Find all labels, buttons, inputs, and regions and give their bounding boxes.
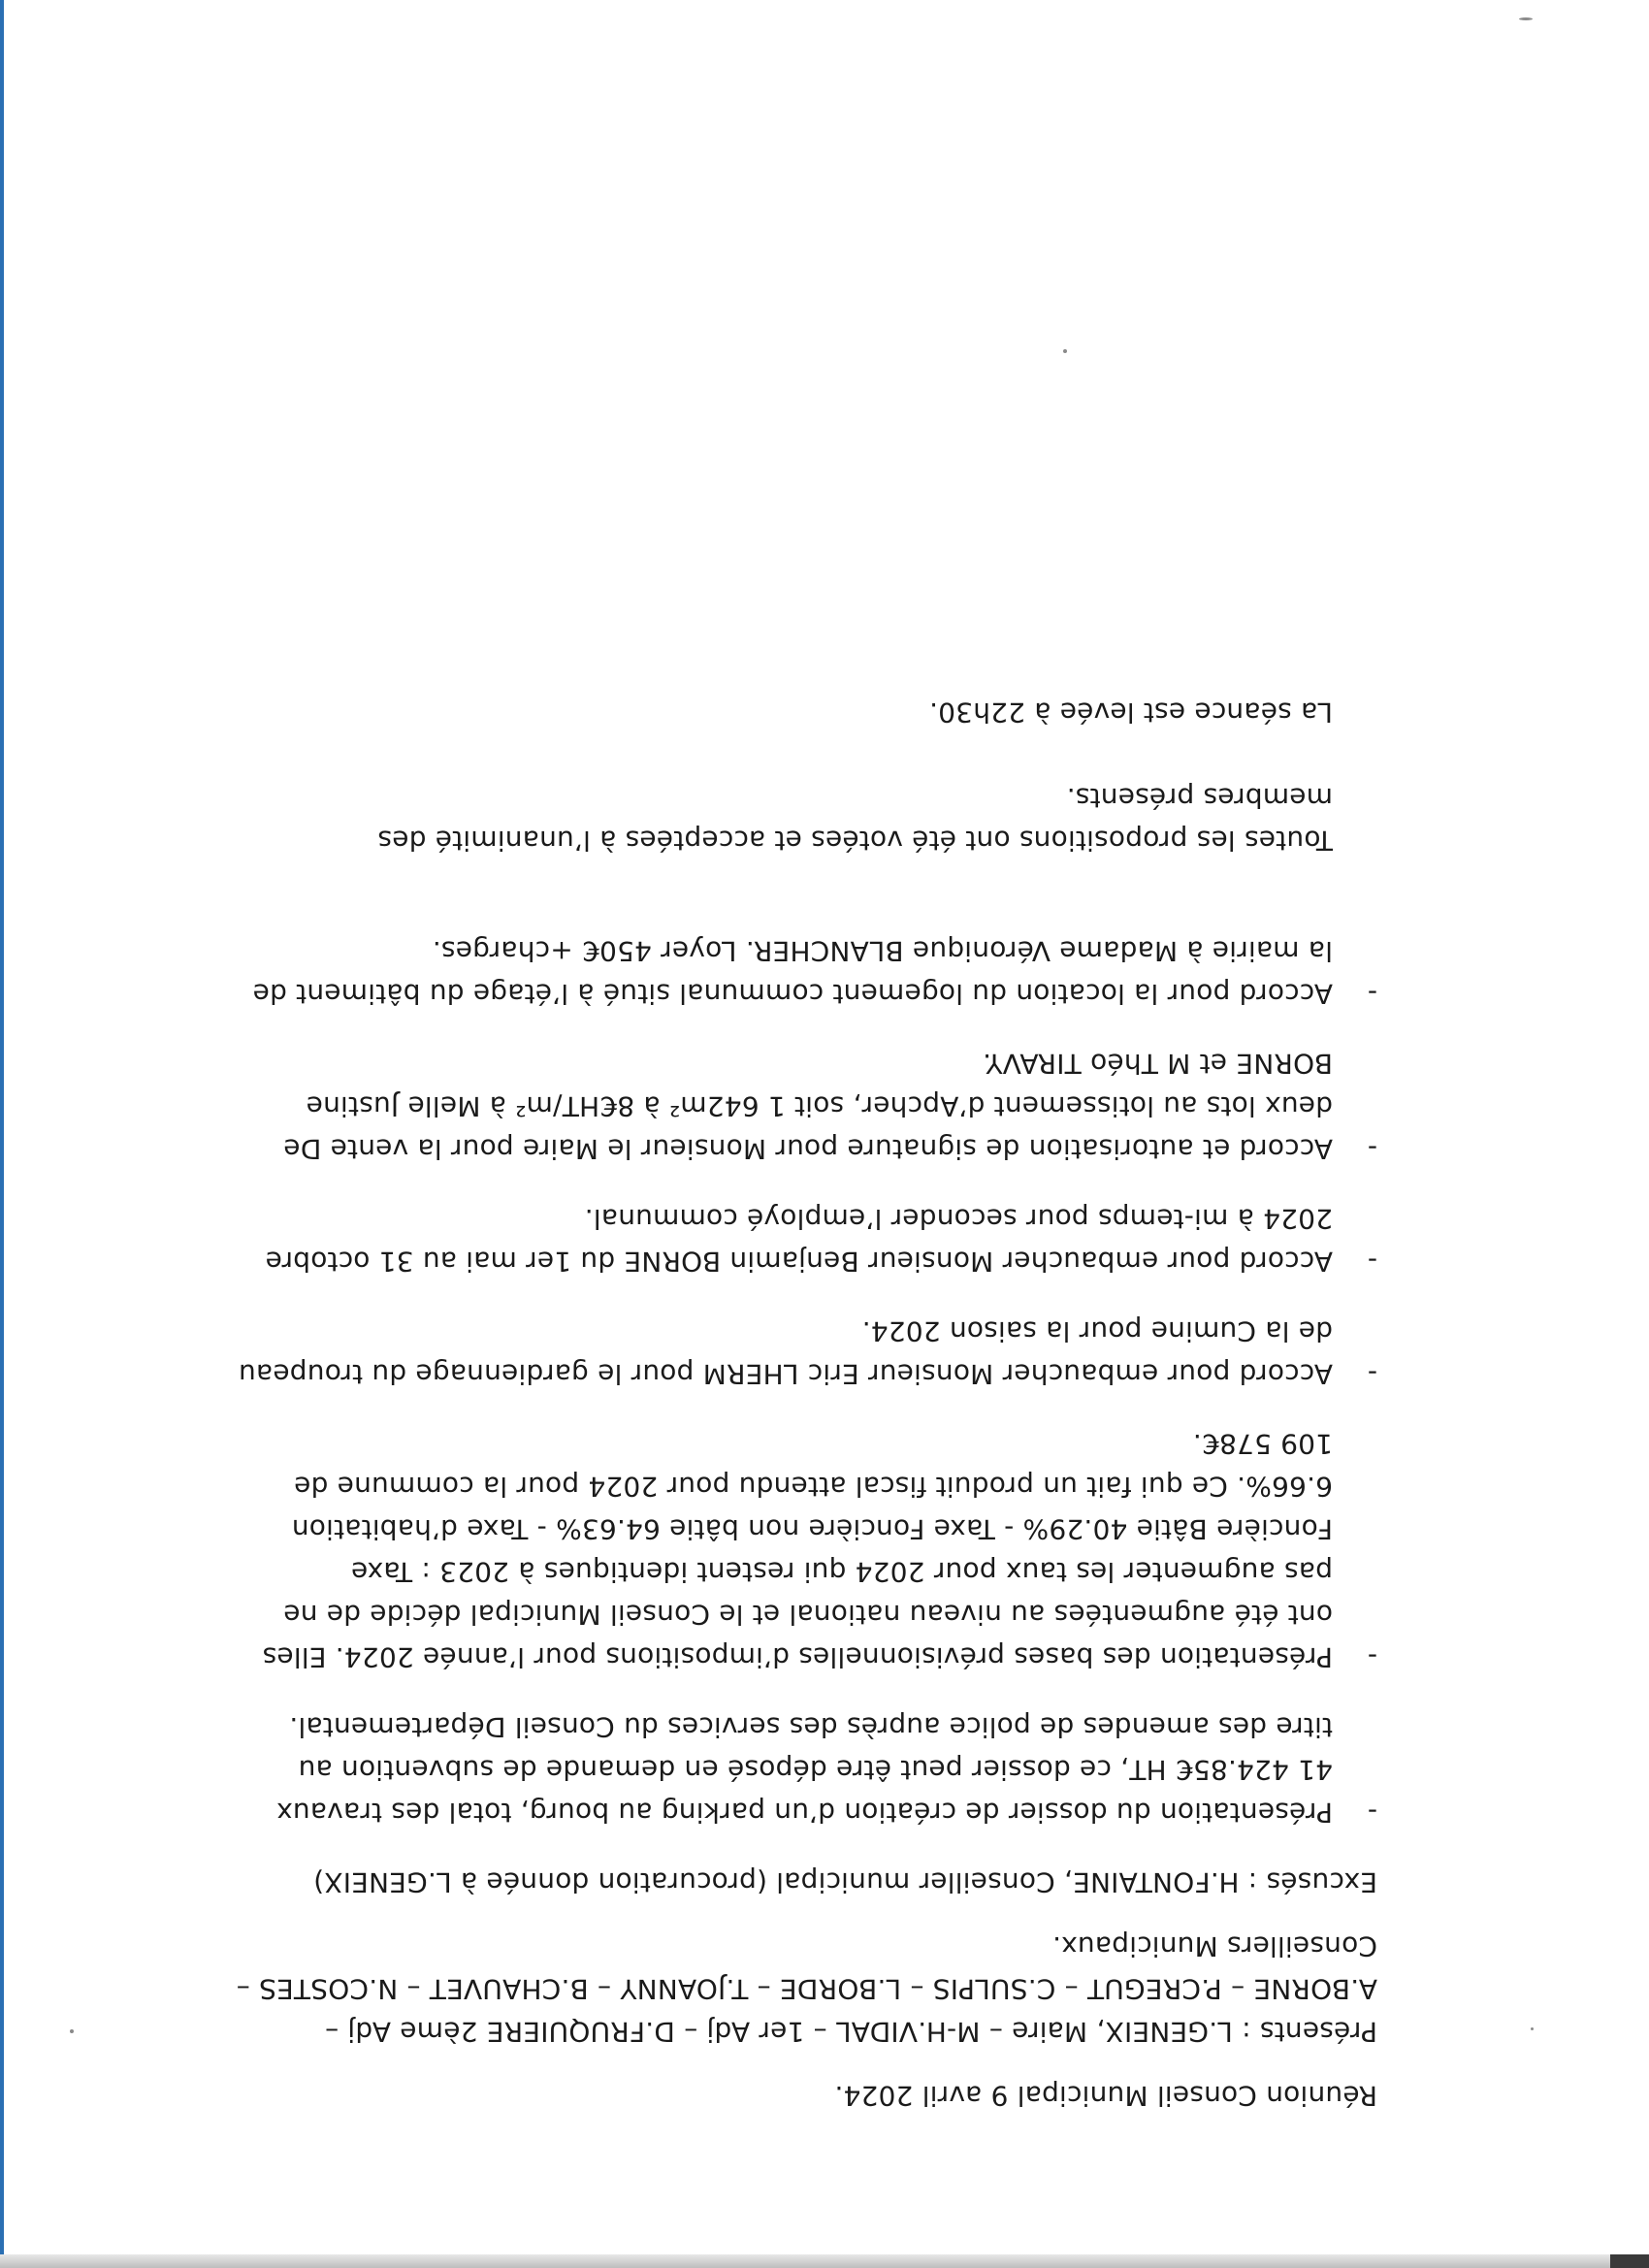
attendees-excused: Excusés : H.FONTAINE, Conseiller municipal (procuration donnée à L.GENEIX)	[313, 1866, 1377, 1898]
session-end: La séance est levée à 22h30.	[928, 697, 1333, 729]
list-dash: -	[1367, 1641, 1377, 1673]
list-dash: -	[1367, 1358, 1377, 1390]
closing-statement: Toutes les propositions ont été votées et acceptées à l’unanimité des membres présents.	[377, 782, 1333, 857]
document-body	[233, 691, 1377, 2117]
agenda-item	[233, 1197, 1377, 1282]
agenda-item	[233, 1422, 1377, 1678]
agenda-item	[233, 1310, 1377, 1395]
agenda-item	[233, 929, 1377, 1015]
agenda-item	[233, 1705, 1377, 1833]
agenda-item-text: Accord pour embaucher Monsieur Benjamin BORNE du 1er mai au 31 octobre 2024 à mi-temps pour seconder l’employé communal.	[265, 1203, 1333, 1278]
agenda-item-text: Présentation des bases prévisionnelles d’impositions pour l’année 2024. Elles ont été augmentées au niveau national et le Conseil Municipal décide de ne pas augmenter les taux pour 2024 qui restent identiques à 2023 : Taxe Foncière Bâtie 40.29% - Taxe Foncière non bâtie 64.63% - Taxe d’habitation 6.66%. Ce qui fait un produit fiscal attendu pour 2024 pour la commune de 109 578€.	[262, 1428, 1333, 1673]
agenda-item-text: Accord et autorisation de signature pour Monsieur le Maire pour la vente De deux lots au lotissement d’Apcher, soit 1 642m² à 8€HT/m² à Melle Justine BORNE et M Théo TIRAVY.	[283, 1048, 1333, 1165]
list-dash: -	[1367, 978, 1377, 1010]
agenda-item-text: Accord pour la location du logement communal situé à l’étage du bâtiment de la mairie à Madame Véronique BLANCHER. Loyer 450€ +charges.	[252, 935, 1333, 1010]
list-dash: -	[1367, 1133, 1377, 1165]
agenda-item-text: Accord pour embaucher Monsieur Eric LHERM pour le gardiennage du troupeau de la Cumine pour la saison 2024.	[238, 1315, 1333, 1390]
attendees-present: Présents : L.GENEIX, Maire – M-H.VIDAL – 1er Adj – D.FRUQUIERE 2ème Adj – A.BORNE – P.CREGUT – C.SULPIS – L.BORDE – T.JOANNY – B.CHAUVET – N.COSTES – Conseillers Municipaux.	[236, 1930, 1377, 2048]
document-title: Réunion Conseil Municipal 9 avril 2024.	[834, 2080, 1377, 2112]
agenda-list	[233, 929, 1377, 1833]
agenda-item	[233, 1042, 1377, 1170]
list-dash: -	[1367, 1797, 1377, 1829]
agenda-item-text: Présentation du dossier de création d’un parking au bourg, total des travaux 41 424.85€ HT, ce dossier peut être déposé en demande de subvention au titre des amendes de police auprès des services du Conseil Départemental.	[275, 1711, 1333, 1829]
list-dash: -	[1367, 1246, 1377, 1278]
